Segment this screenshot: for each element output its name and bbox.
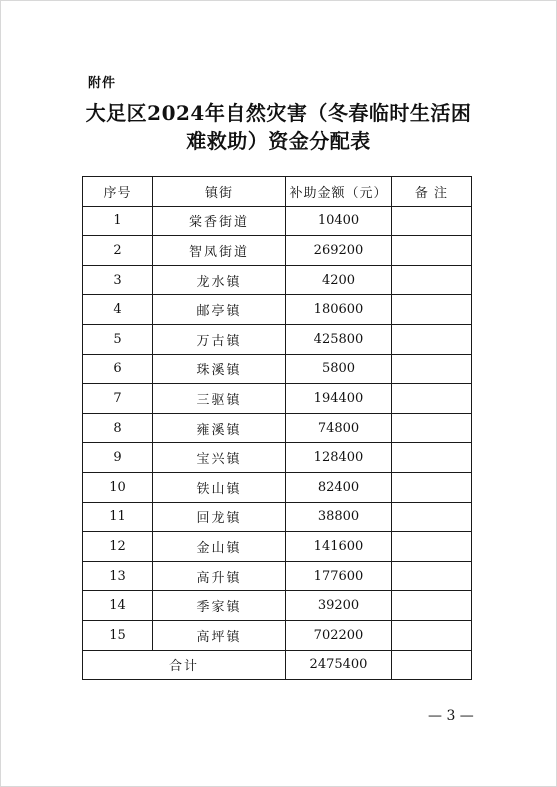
subsidy-amount-cell: 10400: [286, 206, 392, 236]
row-number-cell: 7: [83, 384, 153, 414]
remarks-cell: [392, 295, 472, 325]
row-number-cell: 9: [83, 443, 153, 473]
table-row: [83, 502, 472, 532]
remarks-cell: [392, 265, 472, 295]
table-row: [83, 413, 472, 443]
row-number-cell: 1: [83, 206, 153, 236]
subsidy-amount-cell: 141600: [286, 532, 392, 562]
remarks-cell: [392, 236, 472, 266]
table-row: [83, 265, 472, 295]
remarks-cell: [392, 532, 472, 562]
table-row: [83, 295, 472, 325]
table-row: [83, 591, 472, 621]
subsidy-amount-cell: 180600: [286, 295, 392, 325]
table-row: [83, 620, 472, 650]
subsidy-amount-cell: 269200: [286, 236, 392, 266]
table-row: [83, 472, 472, 502]
column-header-town: 镇街: [153, 177, 286, 207]
subsidy-amount-cell: 5800: [286, 354, 392, 384]
town-name-cell: 三驱镇: [153, 384, 286, 414]
total-remarks: [392, 650, 472, 680]
table-row: [83, 532, 472, 562]
remarks-cell: [392, 472, 472, 502]
remarks-cell: [392, 324, 472, 354]
remarks-cell: [392, 443, 472, 473]
total-label: 合计: [83, 650, 286, 680]
remarks-cell: [392, 384, 472, 414]
town-name-cell: 棠香街道: [153, 206, 286, 236]
subsidy-amount-cell: 702200: [286, 620, 392, 650]
town-name-cell: 智凤街道: [153, 236, 286, 266]
remarks-cell: [392, 413, 472, 443]
subsidy-amount-cell: 425800: [286, 324, 392, 354]
row-number-cell: 11: [83, 502, 153, 532]
attachment-label: 附件: [88, 76, 117, 91]
town-name-cell: 季家镇: [153, 591, 286, 621]
subsidy-amount-cell: 128400: [286, 443, 392, 473]
town-name-cell: 邮亭镇: [153, 295, 286, 325]
page-number: — 3 —: [428, 708, 474, 724]
row-number-cell: 13: [83, 561, 153, 591]
row-number-cell: 14: [83, 591, 153, 621]
remarks-cell: [392, 354, 472, 384]
total-row: [83, 650, 472, 680]
subsidy-amount-cell: 38800: [286, 502, 392, 532]
town-name-cell: 铁山镇: [153, 472, 286, 502]
table-row: [83, 561, 472, 591]
remarks-cell: [392, 620, 472, 650]
town-name-cell: 万古镇: [153, 324, 286, 354]
remarks-cell: [392, 206, 472, 236]
subsidy-amount-cell: 39200: [286, 591, 392, 621]
town-name-cell: 龙水镇: [153, 265, 286, 295]
town-name-cell: 宝兴镇: [153, 443, 286, 473]
row-number-cell: 12: [83, 532, 153, 562]
table-row: [83, 206, 472, 236]
subsidy-amount-cell: 194400: [286, 384, 392, 414]
remarks-cell: [392, 561, 472, 591]
subsidy-amount-cell: 82400: [286, 472, 392, 502]
total-amount: 2475400: [286, 650, 392, 680]
column-header-amount: 补助金额（元）: [286, 177, 392, 207]
fund-allocation-table: [82, 176, 472, 680]
row-number-cell: 5: [83, 324, 153, 354]
table-row: [83, 324, 472, 354]
document-title-line-1: 大足区2024年自然灾害（冬春临时生活困: [85, 101, 472, 125]
row-number-cell: 8: [83, 413, 153, 443]
column-header-number: 序号: [83, 177, 153, 207]
remarks-cell: [392, 502, 472, 532]
document-title-line-2: 难救助）资金分配表: [186, 129, 371, 153]
row-number-cell: 15: [83, 620, 153, 650]
town-name-cell: 珠溪镇: [153, 354, 286, 384]
row-number-cell: 2: [83, 236, 153, 266]
subsidy-amount-cell: 177600: [286, 561, 392, 591]
table-row: [83, 443, 472, 473]
table-header-row: [83, 177, 472, 207]
subsidy-amount-cell: 74800: [286, 413, 392, 443]
table-row: [83, 354, 472, 384]
row-number-cell: 10: [83, 472, 153, 502]
town-name-cell: 高坪镇: [153, 620, 286, 650]
town-name-cell: 金山镇: [153, 532, 286, 562]
town-name-cell: 回龙镇: [153, 502, 286, 532]
town-name-cell: 高升镇: [153, 561, 286, 591]
row-number-cell: 3: [83, 265, 153, 295]
subsidy-amount-cell: 4200: [286, 265, 392, 295]
town-name-cell: 雍溪镇: [153, 413, 286, 443]
table-row: [83, 384, 472, 414]
column-header-remarks: 备 注: [392, 177, 472, 207]
remarks-cell: [392, 591, 472, 621]
table-row: [83, 236, 472, 266]
row-number-cell: 4: [83, 295, 153, 325]
row-number-cell: 6: [83, 354, 153, 384]
